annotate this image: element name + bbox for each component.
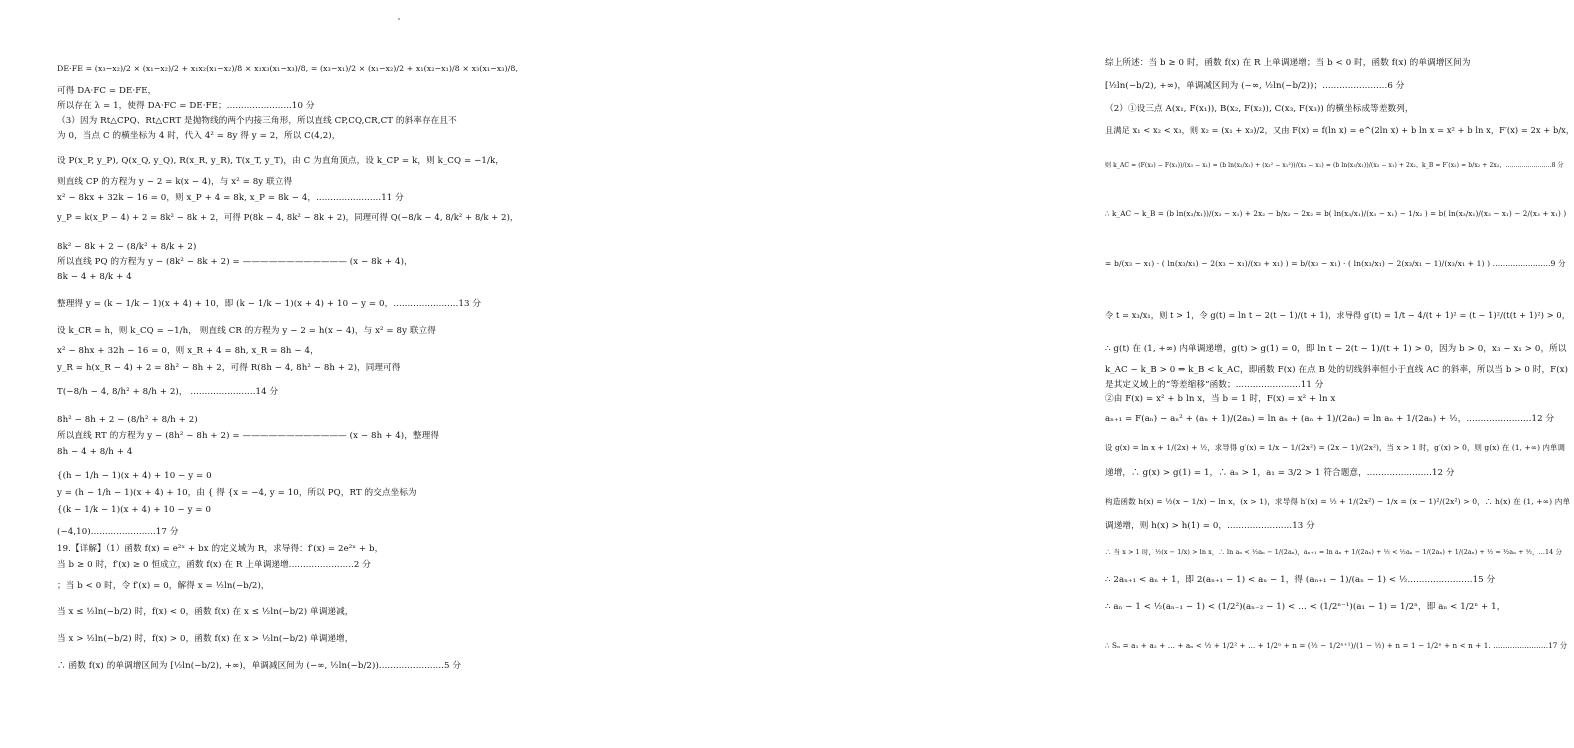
- text-line: 所以直线 RT 的方程为 y − (8h² − 8h + 2) = ———————————— (x − 8h + 4)，整理得: [57, 431, 440, 441]
- text-line: ∴ 当 x > 1 时，½(x − 1/x) > ln x，∴ ln aₙ < ½aₙ − 1/(2aₙ)，aₙ₊₁ = ln aₙ + 1/(2aₙ) + ½ < ½aₙ − 1/(2aₙ) + 1/(2aₙ) + ½ = ½aₙ + ½，...14 分: [1105, 548, 1562, 556]
- text-line: 8k − 4 + 8/k + 4: [57, 272, 132, 282]
- text-line: 8h² − 8h + 2 − (8/h² + 8/h + 2): [57, 415, 198, 425]
- scan-mark: [398, 18, 400, 20]
- text-line: (−4,10).......................17 分: [57, 527, 179, 537]
- text-line: ∴ 函数 f(x) 的单调增区间为 [½ln(−b/2), +∞)，单调减区间为 (−∞, ½ln(−b/2)).......................5 分: [57, 661, 462, 671]
- text-line: ；当 b < 0 时，令 f′(x) = 0，解得 x = ½ln(−b/2)，: [57, 581, 270, 591]
- text-line: x² − 8hx + 32h − 16 = 0，则 x_R + 4 = 8h, x_R = 8h − 4，: [57, 346, 319, 356]
- text-line: 8h − 4 + 8/h + 4: [57, 447, 133, 457]
- text-line: {(k − 1/k − 1)(x + 4) + 10 − y = 0: [57, 505, 212, 515]
- text-line: DE·FE = (x₃−x₂)/2 × (x₁−x₂)/2 + x₁x₂(x₁−x₂)/8 × x₁x₃(x₁−x₃)/8, = (x₃−x₁)/2 × (x₁−x₂)/2 + x₁(x₂−x₁)/8 × x₃(x₁−x₃)/8,: [57, 64, 519, 73]
- text-line: 递增，∴ g(x) > g(1) = 1，∴ aₙ > 1，a₁ = 3/2 > 1 符合题意，.......................12 分: [1105, 468, 1455, 478]
- text-line: = b/(x₃ − x₁) · ( ln(x₃/x₁) − 2(x₃ − x₁)/(x₃ + x₁) ) = b/(x₃ − x₁) · ( ln(x₃/x₁) − 2(x₃/x₁ − 1)/(x₃/x₁ + 1) ) .......................9 分: [1105, 259, 1566, 268]
- text-line: 所以存在 λ = 1，使得 DA·FC = DE·FE；.......................10 分: [57, 101, 315, 111]
- text-line: ②由 F(x) = x² + b ln x，当 b = 1 时，F(x) = x² + ln x: [1105, 394, 1336, 404]
- text-line: 令 t = x₃/x₁，则 t > 1，令 g(t) = ln t − 2(t − 1)/(t + 1)，求导得 g′(t) = 1/t − 4/(t + 1)² = (t − 1)²/(t(t + 1)²) > 0，: [1105, 310, 1570, 320]
- text-line: （3）因为 Rt△CPQ、Rt△CRT 是抛物线的两个内接三角形，所以直线 CP,CQ,CR,CT 的斜率存在且不: [57, 116, 457, 126]
- text-line: 则 k_AC = (F(x₃) − F(x₁))/(x₃ − x₁) = (b ln(x₃/x₁) + (x₃² − x₁²))/(x₃ − x₁) = (b ln(x₃/x₁))/(x₃ − x₁) + 2x₂，k_B = F′(x₂) = b/x₂ + 2x₂，.......................8 分: [1105, 162, 1564, 169]
- text-line: ∴ Sₙ = a₁ + a₂ + … + aₙ < ½ + 1/2² + … + 1/2ⁿ + n = (½ − 1/2ⁿ⁺¹)/(1 − ½) + n = 1 − 1/2ⁿ + n < n + 1. .......................17 分: [1105, 641, 1568, 650]
- text-line: [½ln(−b/2), +∞)，单调减区间为 (−∞, ½ln(−b/2))；.......................6 分: [1105, 81, 1405, 91]
- text-line: 是其定义域上的“等差缩移”函数；.......................11 分: [1105, 380, 1324, 390]
- text-line: 整理得 y = (k − 1/k − 1)(x + 4) + 10，即 (k − 1/k − 1)(x + 4) + 10 − y = 0，.......................13 分: [57, 299, 482, 309]
- text-line: （2）①设三点 A(x₁, F(x₁)), B(x₂, F(x₂)), C(x₃, F(x₃)) 的横坐标成等差数列，: [1105, 104, 1414, 114]
- text-line: ∴ 2aₙ₊₁ < aₙ + 1，即 2(aₙ₊₁ − 1) < aₙ − 1，得 (aₙ₊₁ − 1)/(aₙ − 1) < ½.......................15 分: [1105, 575, 1496, 585]
- text-line: 调递增，则 h(x) > h(1) = 0，.......................13 分: [1105, 521, 1315, 531]
- text-line: 设 P(x_P, y_P), Q(x_Q, y_Q), R(x_R, y_R), T(x_T, y_T)，由 C 为直角顶点，设 k_CP = k，则 k_CQ = −1/k，: [57, 156, 504, 166]
- text-line: T(−8/h − 4, 8/h² + 8/h + 2)， .......................14 分: [57, 387, 279, 397]
- text-line: 当 b ≥ 0 时，f′(x) ≥ 0 恒成立，函数 f(x) 在 R 上单调递增.......................2 分: [57, 560, 372, 570]
- text-line: 构造函数 h(x) = ½(x − 1/x) − ln x，(x > 1)，求导得 h′(x) = ½ + 1/(2x²) − 1/x = (x − 1)²/(2x²) > 0，∴ h(x) 在 (1, +∞) 内单: [1105, 497, 1571, 506]
- text-line: 设 g(x) = ln x + 1/(2x) + ½，求导得 g′(x) = 1/x − 1/(2x²) = (2x − 1)/(2x²)，当 x > 1 时，g′(x) > 0，则 g(x) 在 (1, +∞) 内单调: [1105, 443, 1565, 452]
- text-line: ∴ g(t) 在 (1, +∞) 内单调递增，g(t) > g(1) = 0，即 ln t − 2(t − 1)/(t + 1) > 0，因为 b > 0，x₃ − x₁ > 0，所以: [1105, 344, 1567, 354]
- text-line: 则直线 CP 的方程为 y − 2 = k(x − 4)，与 x² = 8y 联立得: [57, 177, 293, 187]
- text-line: y_P = k(x_P − 4) + 2 = 8k² − 8k + 2，可得 P(8k − 4, 8k² − 8k + 2)，同理可得 Q(−8/k − 4, 8/k² + 8/k + 2)，: [57, 212, 519, 222]
- text-line: 8k² − 8k + 2 − (8/k² + 8/k + 2): [57, 242, 197, 252]
- text-line: 综上所述：当 b ≥ 0 时，函数 f(x) 在 R 上单调递增；当 b < 0 时，函数 f(x) 的单调增区间为: [1105, 58, 1471, 68]
- text-line: ∴ aₙ − 1 < ½(aₙ₋₁ − 1) < (1/2²)(aₙ₋₂ − 1) < … < (1/2ⁿ⁻¹)(a₁ − 1) = 1/2ⁿ，即 aₙ < 1/2ⁿ + 1，: [1105, 602, 1506, 612]
- text-line: aₙ₊₁ = F(aₙ) − aₙ² + (aₙ + 1)/(2aₙ) = ln aₙ + (aₙ + 1)/(2aₙ) = ln aₙ + 1/(2aₙ) + ½，.......................12 分: [1105, 414, 1555, 424]
- text-line: 当 x ≤ ½ln(−b/2) 时，f(x) < 0，函数 f(x) 在 x ≤ ½ln(−b/2) 单调递减，: [57, 607, 354, 617]
- text-line: k_AC − k_B > 0 ⇒ k_B < k_AC，即函数 F(x) 在点 B 处的切线斜率恒小于直线 AC 的斜率，所以当 b > 0 时，F(x): [1105, 365, 1569, 375]
- text-line: x² − 8kx + 32k − 16 = 0，则 x_P + 4 = 8k, x_P = 8k − 4，.......................11 分: [57, 193, 404, 203]
- text-line: {(h − 1/h − 1)(x + 4) + 10 − y = 0: [57, 471, 212, 481]
- text-line: 设 k_CR = h，则 k_CQ = −1/h， 则直线 CR 的方程为 y − 2 = h(x − 4)，与 x² = 8y 联立得: [57, 326, 436, 336]
- text-line: y = (h − 1/h − 1)(x + 4) + 10，由 { 得 {x = −4, y = 10，所以 PQ，RT 的交点坐标为: [57, 488, 417, 498]
- text-line: 可得 DA·FC = DE·FE，: [57, 86, 157, 96]
- text-line: 19.【详解】（1）函数 f(x) = e²ˣ + bx 的定义域为 R，求导得：f′(x) = 2e²ˣ + b，: [57, 544, 384, 554]
- text-line: ∴ k_AC − k_B = (b ln(x₃/x₁))/(x₃ − x₁) + 2x₂ − b/x₂ − 2x₂ = b( ln(x₃/x₁)/(x₃ − x₁) − 1/x₂ ) = b( ln(x₃/x₁)/(x₃ − x₁) − 2/(x₃ + x₁) ): [1105, 209, 1567, 218]
- text-line: y_R = h(x_R − 4) + 2 = 8h² − 8h + 2，可得 R(8h − 4, 8h² − 8h + 2)，同理可得: [57, 363, 401, 373]
- text-line: 为 0，当点 C 的横坐标为 4 时，代入 4² = 8y 得 y = 2，所以 C(4,2)，: [57, 131, 341, 141]
- text-line: 所以直线 PQ 的方程为 y − (8k² − 8k + 2) = ———————————— (x − 8k + 4)，: [57, 257, 413, 267]
- text-line: 且满足 x₁ < x₂ < x₃，则 x₂ = (x₁ + x₃)/2，又由 F(x) = f(ln x) = e^(2ln x) + b ln x = x² + b ln x，F′(x) = 2x + b/x，: [1105, 125, 1574, 135]
- text-line: 当 x > ½ln(−b/2) 时，f(x) > 0，函数 f(x) 在 x > ½ln(−b/2) 单调递增，: [57, 634, 354, 644]
